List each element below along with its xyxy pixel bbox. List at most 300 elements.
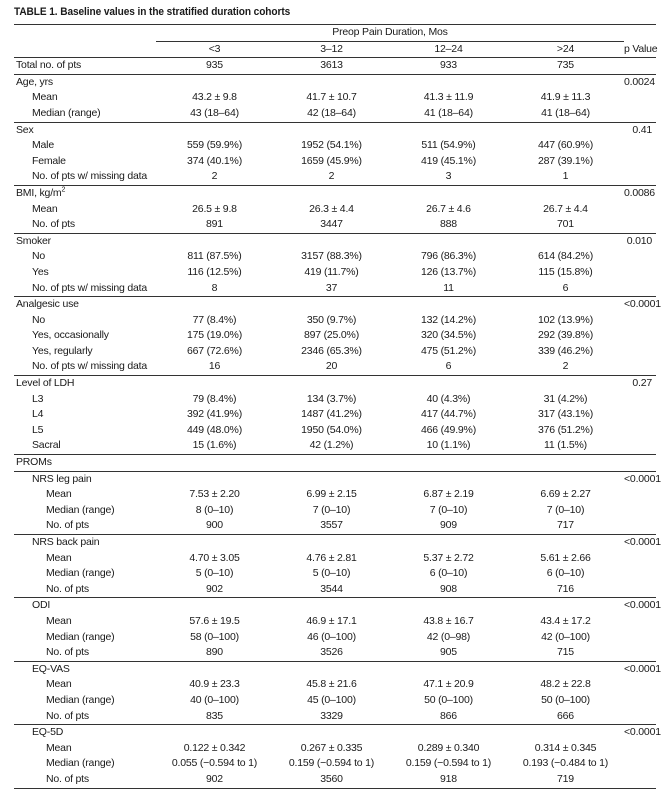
table-row	[14, 693, 656, 709]
row-label	[14, 74, 156, 90]
cell-value: 42 (1.2%)	[309, 439, 354, 452]
cell-value: 79 (8.4%)	[192, 392, 237, 405]
row-label	[14, 122, 156, 138]
cell-value	[273, 185, 390, 201]
table-row	[14, 756, 656, 772]
row-label-text: No. of pts	[32, 218, 75, 231]
cell-value: 292 (39.8%)	[537, 329, 593, 342]
cell-value	[390, 535, 507, 551]
cell-value	[273, 455, 390, 472]
cell-value: 3560	[273, 772, 390, 788]
cell-value: 900	[206, 519, 223, 532]
cell-pvalue	[624, 487, 656, 503]
row-label	[14, 677, 156, 693]
cell-value	[390, 297, 507, 313]
cell-value	[390, 122, 507, 138]
row-label-text: Mean	[46, 678, 72, 691]
cell-value: 559 (59.9%)	[186, 139, 242, 152]
table-row	[14, 359, 656, 375]
cell-value: 3	[445, 170, 452, 183]
cell-value: 701	[557, 218, 574, 231]
cell-value: 866	[440, 709, 457, 722]
cell-value	[390, 376, 507, 392]
cell-value: 4.76 ± 2.81	[306, 551, 357, 564]
cell-pvalue	[624, 455, 656, 472]
cell-value: 45 (0–100)	[307, 693, 356, 706]
cell-value: 2346 (65.3%)	[301, 344, 362, 357]
cell-value: 6	[562, 281, 569, 294]
cell-value: 1	[562, 170, 569, 183]
cell-value: 8 (0–10)	[195, 503, 234, 516]
cell-value: 41 (18–64)	[424, 106, 473, 119]
table-row	[14, 281, 656, 297]
row-label	[14, 535, 156, 551]
cell-pvalue	[624, 249, 656, 265]
cell-pvalue: 0.0086	[624, 185, 656, 201]
table-row	[14, 90, 656, 106]
row-label-text: Mean	[32, 202, 58, 215]
row-label-text: No	[32, 313, 46, 326]
cell-value	[507, 185, 624, 201]
cell-value: 902	[206, 582, 223, 595]
cell-value: 26.3 ± 4.4	[309, 202, 354, 215]
table-row	[14, 709, 656, 725]
table-row	[14, 169, 656, 185]
cell-value: 0.159 (−0.594 to 1)	[288, 757, 375, 770]
cell-value: 4.70 ± 3.05	[189, 551, 240, 564]
cell-value: 43.8 ± 16.7	[423, 614, 474, 627]
table-row	[14, 471, 656, 487]
row-label	[14, 138, 156, 154]
cell-pvalue	[624, 677, 656, 693]
table-row	[14, 265, 656, 281]
table-row	[14, 58, 656, 75]
cell-pvalue	[624, 582, 656, 598]
cell-pvalue: 0.41	[624, 122, 656, 138]
cell-value: 46.9 ± 17.1	[306, 614, 357, 627]
cell-pvalue	[624, 772, 656, 788]
cell-value: 175 (19.0%)	[186, 329, 242, 342]
row-label	[14, 487, 156, 503]
cell-value: 57.6 ± 19.5	[189, 614, 240, 627]
row-label-text: ODI	[32, 599, 51, 612]
row-label	[14, 328, 156, 344]
cell-value: 897 (25.0%)	[303, 329, 359, 342]
cell-value: 42 (0–98)	[426, 630, 471, 643]
table-row	[14, 645, 656, 661]
cell-value	[390, 471, 507, 487]
table-row	[14, 122, 656, 138]
row-label-text: Smoker	[16, 234, 51, 247]
row-label	[14, 725, 156, 741]
row-label-text: Male	[32, 139, 54, 152]
cell-value: 40 (0–100)	[190, 693, 239, 706]
row-label	[14, 154, 156, 170]
cell-value	[507, 598, 624, 614]
cell-value: 115 (15.8%)	[538, 265, 593, 278]
row-label-text: Mean	[46, 741, 72, 754]
cell-value: 475 (51.2%)	[420, 344, 476, 357]
cell-value: 41.9 ± 11.3	[540, 91, 591, 104]
table-row	[14, 503, 656, 519]
row-label-text: No. of pts	[46, 646, 89, 659]
cell-value: 15 (1.6%)	[192, 439, 237, 452]
cell-value	[156, 233, 273, 249]
row-label	[14, 582, 156, 598]
cell-value: 417 (44.7%)	[420, 408, 476, 421]
cell-value: 735	[557, 59, 574, 72]
row-label-text: Mean	[46, 551, 72, 564]
cell-value: 116 (12.5%)	[187, 265, 242, 278]
cell-value: 6	[445, 360, 452, 373]
table-row	[14, 407, 656, 423]
cell-value: 6 (0–10)	[546, 567, 585, 580]
cell-value	[156, 455, 273, 472]
row-label	[14, 566, 156, 582]
cell-value: 935	[206, 59, 223, 72]
cell-value: 41.7 ± 10.7	[306, 91, 357, 104]
cell-pvalue	[624, 645, 656, 661]
table-row	[14, 566, 656, 582]
cell-value: 3613	[320, 59, 343, 72]
cell-pvalue	[624, 138, 656, 154]
row-label-text: No. of pts w/ missing data	[32, 360, 148, 373]
cell-value	[156, 185, 273, 201]
row-label	[14, 185, 156, 201]
cell-value: 835	[206, 709, 223, 722]
cell-value: 5.61 ± 2.66	[540, 551, 591, 564]
table-row	[14, 376, 656, 392]
row-label-text: Median (range)	[46, 567, 115, 580]
column-header: 3–12	[273, 41, 390, 58]
cell-pvalue	[624, 741, 656, 757]
cell-value: 40 (4.3%)	[426, 392, 471, 405]
row-label	[14, 359, 156, 375]
cell-value: 58 (0–100)	[190, 630, 239, 643]
cell-value: 796 (86.3%)	[420, 250, 476, 263]
cell-value: 48.2 ± 22.8	[540, 678, 591, 691]
cell-value	[390, 185, 507, 201]
cell-value	[507, 661, 624, 677]
cell-value	[156, 471, 273, 487]
cell-pvalue	[624, 693, 656, 709]
cell-value: 10 (1.1%)	[426, 439, 471, 452]
row-label-text: L4	[32, 408, 44, 421]
row-label	[14, 756, 156, 772]
row-label	[14, 58, 156, 75]
row-label-text: Level of LDH	[16, 377, 75, 390]
table-row	[14, 249, 656, 265]
row-label	[14, 313, 156, 329]
table-row	[14, 106, 656, 122]
row-label	[14, 503, 156, 519]
cell-pvalue: <0.0001	[624, 661, 656, 677]
cell-value	[273, 297, 390, 313]
cell-value: 374 (40.1%)	[186, 154, 242, 167]
row-label	[14, 630, 156, 646]
row-label	[14, 455, 156, 472]
cell-pvalue: 0.0024	[624, 74, 656, 90]
table-row	[14, 423, 656, 439]
cell-value: 466 (49.9%)	[420, 423, 476, 436]
row-label	[14, 693, 156, 709]
cell-value: 890	[206, 646, 223, 659]
cell-pvalue: 0.010	[624, 233, 656, 249]
cell-pvalue	[624, 281, 656, 297]
table-row	[14, 598, 656, 614]
row-label-text: Female	[32, 154, 66, 167]
cell-value: 41 (18–64)	[541, 106, 590, 119]
row-label	[14, 661, 156, 677]
cell-pvalue	[624, 709, 656, 725]
row-label	[14, 598, 156, 614]
cell-pvalue	[624, 344, 656, 360]
cell-value	[273, 74, 390, 90]
cell-value	[273, 535, 390, 551]
cell-value: 47.1 ± 20.9	[423, 678, 474, 691]
cell-pvalue	[624, 265, 656, 281]
cell-value: 8	[211, 281, 218, 294]
row-label-text: PROMs	[16, 456, 52, 469]
cell-value	[507, 471, 624, 487]
row-label-text: BMI, kg/m	[16, 186, 62, 199]
table-row	[14, 233, 656, 249]
table-row	[14, 741, 656, 757]
cell-value: 716	[557, 582, 574, 595]
cell-value: 449 (48.0%)	[186, 423, 242, 436]
cell-value: 26.7 ± 4.6	[426, 202, 471, 215]
cell-value: 77 (8.4%)	[192, 313, 237, 326]
cell-pvalue	[624, 614, 656, 630]
cell-value	[156, 661, 273, 677]
cell-value: 0.193 (−0.484 to 1)	[522, 757, 609, 770]
row-label-text: Age, yrs	[16, 75, 53, 88]
table-header	[14, 25, 656, 58]
table-row	[14, 202, 656, 218]
row-label-text: L5	[32, 423, 44, 436]
cell-value: 11 (1.5%)	[544, 439, 587, 452]
row-label-text: Median (range)	[46, 503, 115, 516]
header-row-group	[14, 25, 656, 42]
cell-value: 1487 (41.2%)	[301, 408, 362, 421]
cell-value	[507, 233, 624, 249]
cell-pvalue: <0.0001	[624, 297, 656, 313]
cell-value	[156, 725, 273, 741]
cell-value: 419 (11.7%)	[304, 265, 359, 278]
cell-value: 2	[562, 360, 569, 373]
row-label	[14, 709, 156, 725]
cell-value	[390, 233, 507, 249]
cell-value	[390, 455, 507, 472]
table-body	[14, 58, 661, 788]
cell-value: 42 (0–100)	[541, 630, 590, 643]
cell-value: 719	[507, 772, 624, 788]
cell-value: 667 (72.6%)	[186, 344, 242, 357]
cell-value: 419 (45.1%)	[420, 154, 476, 167]
cell-value: 20	[325, 360, 338, 373]
cell-value: 6.69 ± 2.27	[540, 488, 591, 501]
cell-value	[273, 233, 390, 249]
cell-pvalue	[624, 217, 656, 233]
cell-pvalue	[624, 58, 656, 75]
cell-pvalue	[624, 566, 656, 582]
cell-value: 43.4 ± 17.2	[540, 614, 591, 627]
row-label	[14, 376, 156, 392]
cell-value: 320 (34.5%)	[420, 329, 476, 342]
cell-pvalue	[624, 169, 656, 185]
cell-value: 933	[440, 59, 457, 72]
cell-value	[156, 74, 273, 90]
row-label	[14, 645, 156, 661]
cell-value	[156, 598, 273, 614]
row-label-text: EQ-VAS	[32, 662, 70, 675]
table-row	[14, 217, 656, 233]
row-label	[14, 217, 156, 233]
cell-value	[156, 535, 273, 551]
row-label	[14, 741, 156, 757]
cell-value	[273, 661, 390, 677]
row-label-text: Analgesic use	[16, 298, 79, 311]
cell-value: 3447	[320, 218, 343, 231]
cell-pvalue	[624, 202, 656, 218]
cell-value: 3557	[320, 519, 343, 532]
table-row	[14, 487, 656, 503]
cell-value: 0.055 (−0.594 to 1)	[171, 757, 258, 770]
row-label-text: No. of pts	[46, 582, 89, 595]
table-row	[14, 772, 656, 788]
cell-value: 126 (13.7%)	[420, 265, 476, 278]
cell-value: 3329	[320, 709, 343, 722]
row-label-text: No. of pts	[46, 709, 89, 722]
cell-pvalue	[624, 551, 656, 567]
cell-pvalue	[624, 423, 656, 439]
cell-pvalue: <0.0001	[624, 598, 656, 614]
cell-value	[273, 376, 390, 392]
cell-pvalue: 0.27	[624, 376, 656, 392]
cell-value	[273, 725, 390, 741]
cell-value: 5.37 ± 2.72	[423, 551, 474, 564]
cell-value	[507, 725, 624, 741]
cell-value: 26.7 ± 4.4	[543, 202, 588, 215]
cell-value	[156, 122, 273, 138]
header-row-columns	[14, 41, 656, 58]
cell-value	[507, 74, 624, 90]
cell-pvalue	[624, 106, 656, 122]
cell-pvalue: <0.0001	[624, 725, 656, 741]
cell-value: 891	[206, 218, 223, 231]
row-label-text: EQ-5D	[32, 726, 64, 739]
table-row	[14, 661, 656, 677]
cell-value	[273, 471, 390, 487]
table-row	[14, 535, 656, 551]
table-row	[14, 455, 656, 472]
cell-pvalue	[624, 438, 656, 454]
cell-value: 134 (3.7%)	[306, 392, 357, 405]
cell-value	[507, 376, 624, 392]
table-row	[14, 297, 656, 313]
cell-value: 614 (84.2%)	[537, 250, 593, 263]
cell-value: 6.99 ± 2.15	[306, 488, 357, 501]
header-label-blank	[14, 41, 156, 58]
cell-value: 11	[443, 281, 454, 294]
header-blank-p	[624, 25, 656, 42]
row-label-text: Yes	[32, 265, 49, 278]
cell-value: 902	[156, 772, 273, 788]
row-label-text: Total no. of pts	[16, 59, 82, 72]
cell-pvalue	[624, 518, 656, 534]
row-label	[14, 471, 156, 487]
group-header: Preop Pain Duration, Mos	[156, 25, 624, 42]
cell-value: 46 (0–100)	[307, 630, 356, 643]
row-label-text: No	[32, 250, 46, 263]
table-row	[14, 677, 656, 693]
row-label-text: L3	[32, 392, 44, 405]
cell-value: 40.9 ± 23.3	[189, 678, 240, 691]
cell-pvalue: <0.0001	[624, 535, 656, 551]
cell-value: 7 (0–10)	[312, 503, 351, 516]
cell-value: 26.5 ± 9.8	[192, 202, 237, 215]
cell-value: 5 (0–10)	[312, 567, 351, 580]
cell-value: 7.53 ± 2.20	[189, 488, 240, 501]
cell-value: 376 (51.2%)	[537, 423, 593, 436]
row-label-text: Median (range)	[32, 106, 101, 119]
row-label-text: No. of pts w/ missing data	[32, 170, 148, 183]
table-caption-text: Baseline values in the stratified duration cohorts	[60, 6, 291, 18]
cell-value: 0.267 ± 0.335	[300, 741, 363, 754]
cell-pvalue: <0.0001	[624, 471, 656, 487]
cell-pvalue	[624, 90, 656, 106]
cell-value	[156, 376, 273, 392]
table-row	[14, 582, 656, 598]
row-label	[14, 106, 156, 122]
cell-value: 41.3 ± 11.9	[423, 91, 474, 104]
row-label-text: Sacral	[32, 439, 61, 452]
cell-value: 666	[557, 709, 574, 722]
cell-value	[390, 661, 507, 677]
row-label-text: No. of pts	[46, 772, 89, 785]
table-row	[14, 138, 656, 154]
row-label	[14, 265, 156, 281]
cell-pvalue	[624, 756, 656, 772]
cell-value: 6 (0–10)	[429, 567, 468, 580]
cell-value: 909	[440, 519, 457, 532]
cell-value: 7 (0–10)	[429, 503, 468, 516]
table-row	[14, 344, 656, 360]
cell-pvalue	[624, 630, 656, 646]
row-label	[14, 281, 156, 297]
table-row	[14, 74, 656, 90]
cell-value: 132 (14.2%)	[420, 313, 476, 326]
row-label	[14, 518, 156, 534]
cell-pvalue	[624, 392, 656, 408]
cell-value: 350 (9.7%)	[306, 313, 357, 326]
cell-value: 1950 (54.0%)	[301, 423, 362, 436]
cell-pvalue	[624, 407, 656, 423]
row-label-text: NRS leg pain	[32, 472, 92, 485]
cell-value: 0.159 (−0.594 to 1)	[405, 757, 492, 770]
cell-value: 45.8 ± 21.6	[306, 678, 357, 691]
table-row	[14, 630, 656, 646]
table-caption-label: TABLE 1.	[14, 6, 58, 18]
cell-value	[507, 535, 624, 551]
table-row	[14, 185, 656, 201]
cell-value: 2	[211, 170, 218, 183]
cell-value: 50 (0–100)	[541, 693, 590, 706]
row-label	[14, 202, 156, 218]
cell-value: 5 (0–10)	[195, 567, 234, 580]
cell-value	[390, 598, 507, 614]
table-row	[14, 328, 656, 344]
